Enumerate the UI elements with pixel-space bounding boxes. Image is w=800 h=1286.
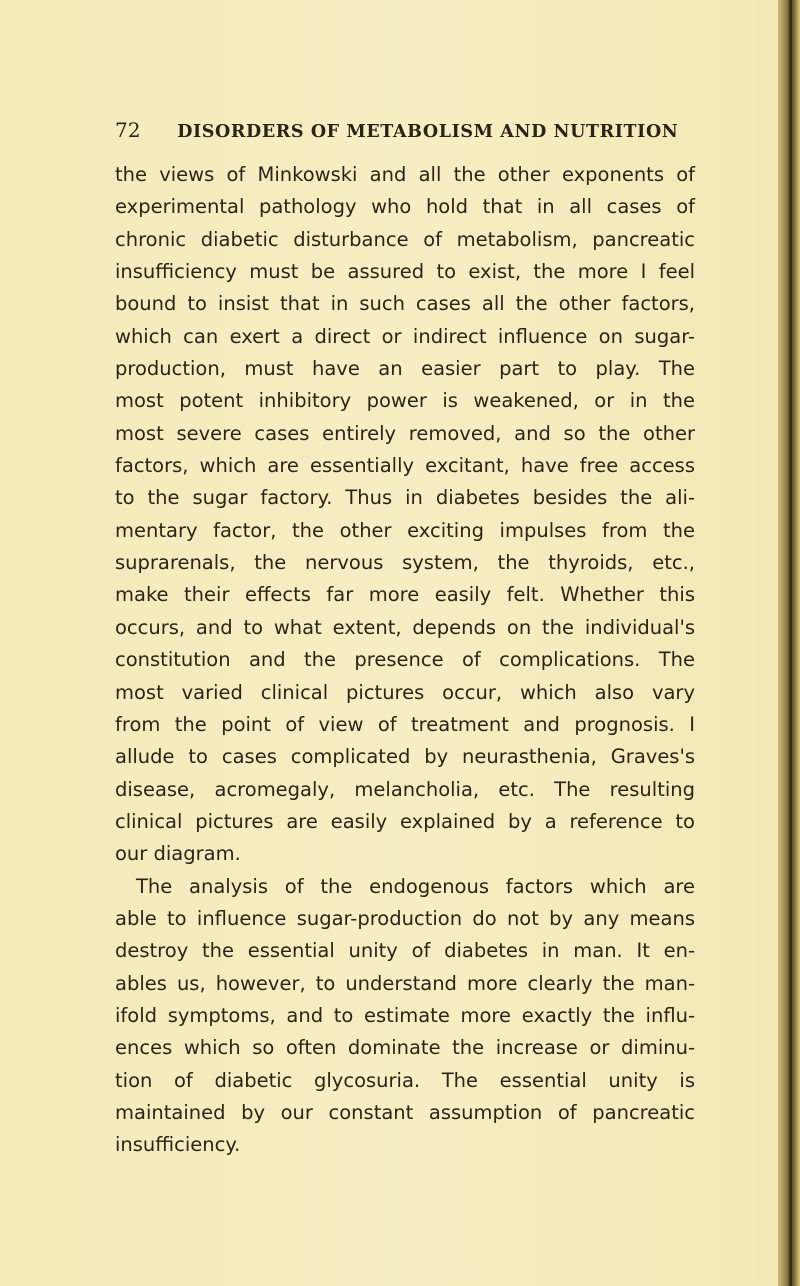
text-line: chronic diabetic disturbance of metabolism, pancreatic [115,227,695,251]
text-line: bound to insist that in such cases all the other factors, [115,292,695,316]
text-line: insufficiency must be assured to exist, the more I feel [115,260,695,284]
text-line: constitution and the presence of complications. The [115,648,695,672]
text-line: which can exert a direct or indirect influence on sugar- [115,324,695,348]
text-line: ences which so often dominate the increase or diminu- [115,1036,695,1060]
text-line: occurs, and to what extent, depends on the individual's [115,615,695,639]
text-line: our diagram. [115,842,241,866]
text-line: most potent inhibitory power is weakened, or in the [115,389,695,413]
text-line: suprarenals, the nervous system, the thyroids, etc., [115,551,695,575]
text-line: production, must have an easier part to play. The [115,357,695,381]
page-header [115,118,715,142]
paragraph-1 [115,159,695,871]
text-line: clinical pictures are easily explained by a reference to [115,809,695,833]
text-line: disease, acromegaly, melancholia, etc. The resulting [115,777,695,801]
text-line: to the sugar factory. Thus in diabetes besides the ali- [115,486,695,510]
text-line: the views of Minkowski and all the other exponents of [115,163,695,186]
text-line: most varied clinical pictures occur, which also vary [115,680,695,704]
text-line: ables us, however, to understand more clearly the man- [115,971,695,995]
text-line: The analysis of the endogenous factors which are [136,874,695,898]
text-line: make their effects far more easily felt. Whether this [115,583,695,607]
page-number: 72 [115,118,141,142]
text-line: tion of diabetic glycosuria. The essential unity is [115,1068,695,1092]
text-line: maintained by our constant assumption of pancreatic [115,1100,695,1124]
text-line: mentary factor, the other exciting impulses from the [115,518,695,542]
text-line: most severe cases entirely removed, and so the other [115,421,695,445]
page-edge-shadow [789,0,792,1286]
text-line: destroy the essential unity of diabetes in man. It en- [115,939,695,963]
text-line: from the point of view of treatment and prognosis. I [115,712,695,736]
paragraph-2 [115,871,695,1162]
text-line: factors, which are essentially excitant, have free access [115,454,695,478]
running-title: DISORDERS OF METABOLISM AND NUTRITION [177,122,679,142]
text-line: experimental pathology who hold that in all cases of [115,195,695,219]
text-line: ifold symptoms, and to estimate more exactly the influ- [115,1003,695,1027]
text-line: insufficiency. [115,1133,241,1157]
body-text [115,159,695,1162]
text-line: allude to cases complicated by neurasthenia, Graves's [115,745,695,769]
text-line: able to influence sugar-production do not by any means [115,906,695,930]
